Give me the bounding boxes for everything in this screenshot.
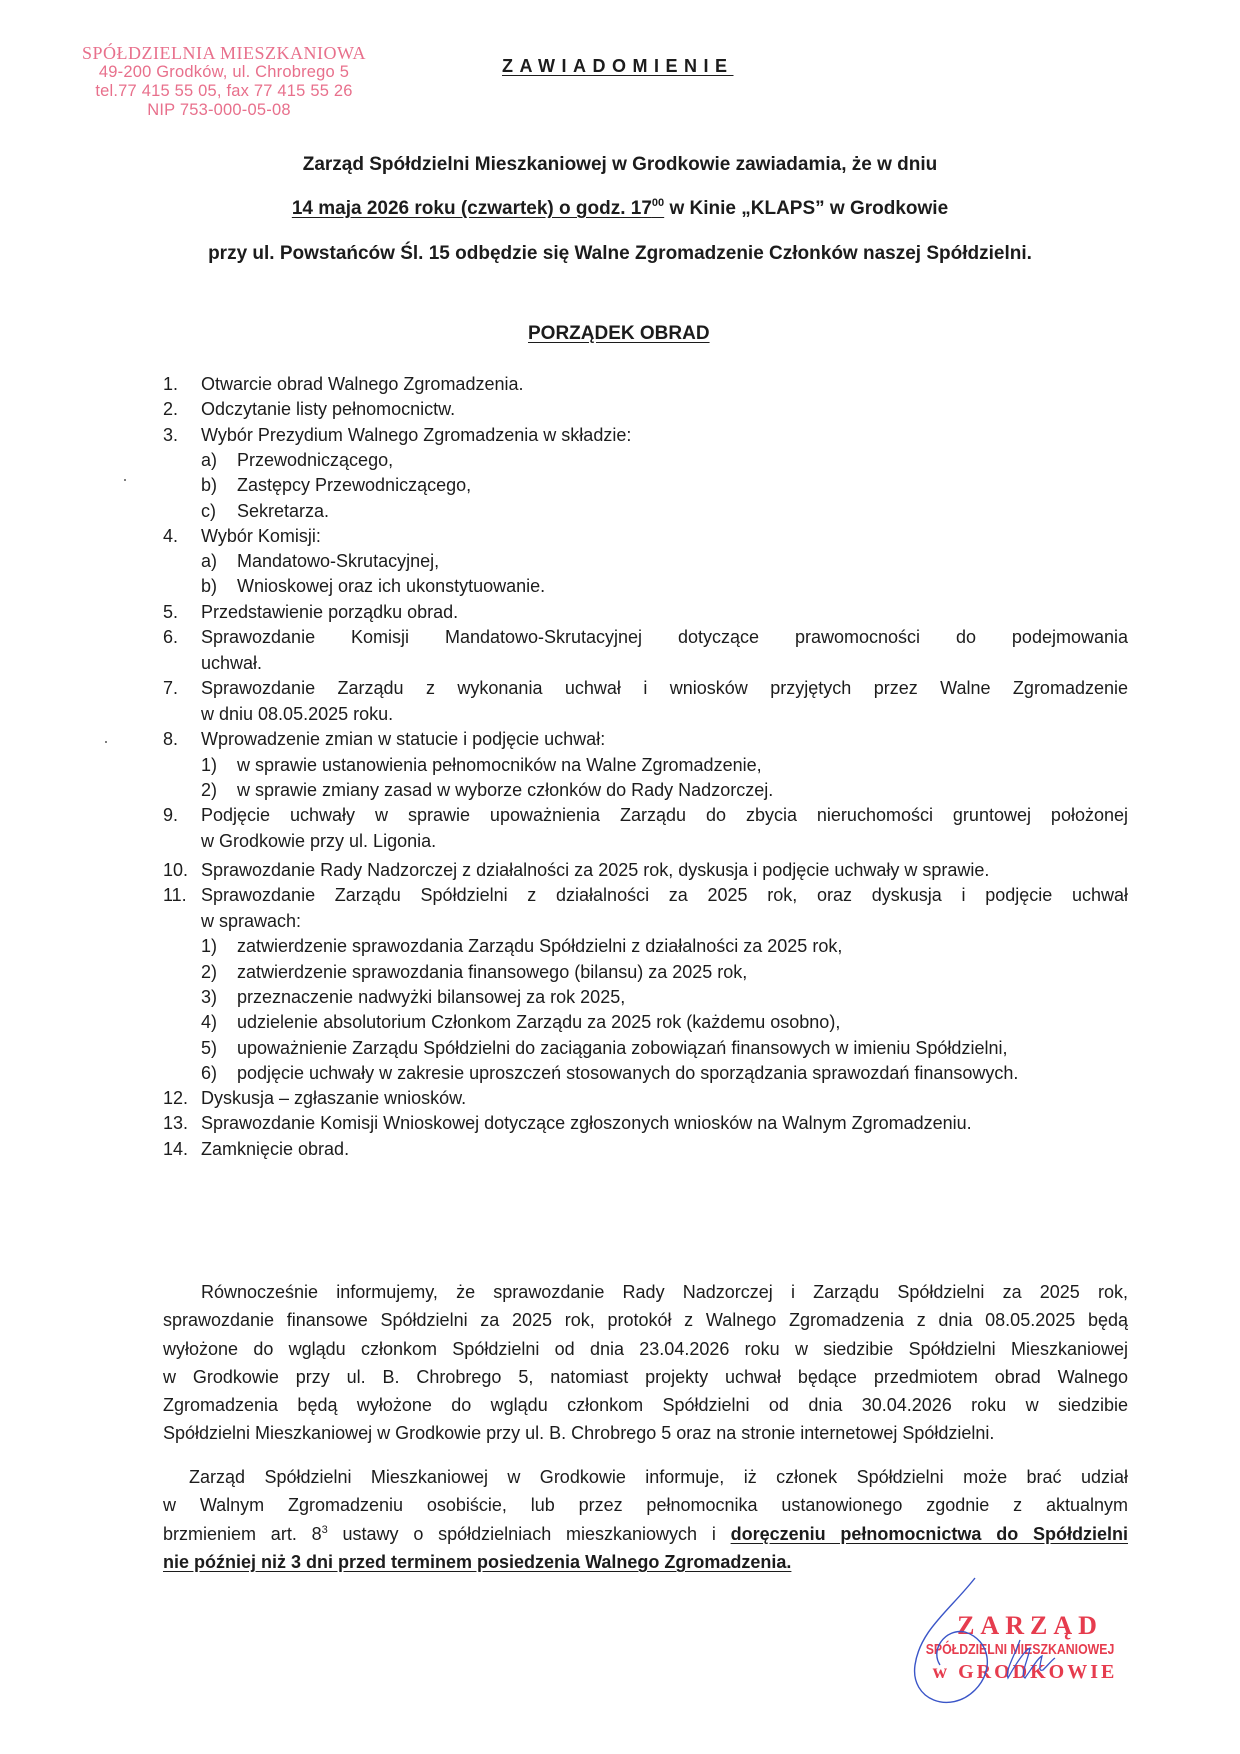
stamp-line-address: 49-200 Grodków, ul. Chrobrego 5	[98, 63, 350, 81]
agenda-item-number: 11.	[163, 885, 187, 906]
agenda-subitem-marker: c)	[201, 500, 216, 521]
stamp-board-city: w GRODKOWIE	[932, 1661, 1118, 1683]
notice-paragraph-proxy	[163, 1463, 1128, 1576]
agenda-item-continuation: w dniu 08.05.2025 roku.	[201, 703, 394, 724]
agenda-item-continuation: w sprawach:	[201, 911, 302, 931]
agenda-subitem-marker: 2)	[201, 779, 218, 800]
agenda-subitem-marker: 1)	[201, 754, 218, 775]
agenda-item-text: Sprawozdanie Zarządu Spółdzielni z działalności za 2025 rok, oraz dyskusja i podjęcie uchwał	[201, 885, 1128, 906]
board-stamp	[905, 1612, 1135, 1684]
document-title: ZAWIADOMIENIE	[502, 56, 734, 76]
agenda-subitem-text: Zastępcy Przewodniczącego,	[237, 475, 472, 496]
agenda-subitem-text: Wnioskowej oraz ich ukonstytuowanie.	[237, 576, 546, 597]
agenda-item-text: Odczytanie listy pełnomocnictw.	[201, 399, 456, 420]
agenda-subitem-marker: 1)	[201, 936, 218, 957]
agenda-item-text: Wybór Prezydium Walnego Zgromadzenia w składzie:	[201, 424, 632, 445]
agenda-subitem-marker: b)	[201, 576, 218, 597]
agenda-item-number: 12.	[163, 1088, 189, 1109]
paragraph-line: wyłożone do wglądu członkom Spółdzielni od dnia 23.04.2026 roku w siedzibie Spółdzielni Mieszkaniowej	[163, 1338, 1128, 1359]
agenda-subitem-text: w sprawie ustanowienia pełnomocników na Walne Zgromadzenie,	[237, 754, 762, 775]
agenda-subitem-marker: 3)	[201, 986, 218, 1007]
agenda-item-number: 10.	[163, 859, 189, 880]
agenda-item-number: 14.	[163, 1138, 189, 1159]
agenda-subitem-text: przeznaczenie nadwyżki bilansowej za rok 2025,	[237, 986, 626, 1007]
agenda-subitem-marker: a)	[201, 551, 218, 572]
agenda-item-continuation: w Grodkowie przy ul. Ligonia.	[201, 830, 437, 851]
agenda-item-text: Sprawozdanie Komisji Mandatowo-Skrutacyjnej dotyczące prawomocności do podejmowania	[201, 627, 1128, 647]
agenda-item-text: Sprawozdanie Rady Nadzorczej z działalności za 2025 rok, dyskusja i podjęcie uchwały w sprawie.	[201, 859, 990, 880]
paragraph-line: Spółdzielni Mieszkaniowej w Grodkowie przy ul. B. Chrobrego 5 oraz na stronie internetowej Spółdzielni.	[163, 1423, 995, 1444]
cooperative-address-stamp	[74, 44, 374, 120]
agenda-subitem-marker: b)	[201, 475, 218, 496]
agenda-item-text: Przedstawienie porządku obrad.	[201, 601, 459, 622]
agenda-item-number: 13.	[163, 1113, 189, 1134]
agenda-item-number: 7.	[163, 678, 179, 699]
agenda-subitem-text: w sprawie zmiany zasad w wyborze członków do Rady Nadzorczej.	[237, 779, 774, 800]
agenda-item-number: 2.	[163, 399, 179, 420]
paragraph-line: sprawozdanie finansowe Spółdzielni za 2025 rok, protokół z Walnego Zgromadzenia z dnia 08.05.2025 będą	[163, 1310, 1128, 1331]
stamp-line-nip: NIP 753-000-05-08	[147, 101, 291, 119]
stamp-board-title: ZARZĄD	[957, 1611, 1103, 1640]
stamp-line-phone: tel.77 415 55 05, fax 77 415 55 26	[95, 82, 353, 100]
paragraph-line: w Grodkowie przy ul. B. Chrobrego 5, natomiast projekty uchwał będące przedmiotem obrad Walnego	[163, 1366, 1128, 1387]
agenda-subitem-marker: a)	[201, 449, 218, 470]
agenda-title: PORZĄDEK OBRAD	[528, 323, 710, 344]
agenda-item-number: 3.	[163, 424, 179, 445]
agenda-subitem-text: Mandatowo-Skrutacyjnej,	[237, 551, 440, 572]
intro-line-1: Zarząd Spółdzielni Mieszkaniowej w Grodkowie zawiadamia, że w dniu	[302, 154, 938, 175]
agenda-subitem-marker: 5)	[201, 1037, 218, 1058]
paragraph-line: brzmieniem art. $8^3$ ustawy o spółdzielniach mieszkaniowych i doręczeniu pełnomocnictwa do Spółdzielni	[163, 1523, 1128, 1544]
agenda-subitem-text: upoważnienie Zarządu Spółdzielni do zaciągania zobowiązań finansowych w imieniu Spółdzielni,	[237, 1037, 1008, 1058]
intro-line-2	[0, 198, 1240, 220]
agenda-subitem-text: zatwierdzenie sprawozdania Zarządu Spółdzielni z działalności za 2025 rok,	[237, 936, 843, 957]
agenda-item-text: Podjęcie uchwały w sprawie upoważnienia Zarządu do zbycia nieruchomości gruntowej położonej	[201, 805, 1128, 826]
agenda-subitem-text: podjęcie uchwały w zakresie uproszczeń stosowanych do sporządzania sprawozdań finansowych.	[237, 1062, 1019, 1083]
agenda-subitem-text: Przewodniczącego,	[237, 449, 394, 470]
agenda-item-text: Wprowadzenie zmian w statucie i podjęcie uchwał:	[201, 729, 606, 750]
agenda-item-text: Zamknięcie obrad.	[201, 1138, 350, 1159]
agenda-subitem-text: zatwierdzenie sprawozdania finansowego (bilansu) za 2025 rok,	[237, 961, 748, 982]
intro-line-3: przy ul. Powstańców Śl. 15 odbędzie się Walne Zgromadzenie Członków naszej Spółdzielni.	[208, 243, 1032, 264]
paragraph-line: Zarząd Spółdzielni Mieszkaniowej w Grodkowie informuje, iż członek Spółdzielni może brać udział	[189, 1467, 1128, 1487]
agenda-item-text: Sprawozdanie Zarządu z wykonania uchwał i wniosków przyjętych przez Walne Zgromadzenie	[201, 678, 1128, 699]
agenda-subitem-marker: 4)	[201, 1012, 218, 1033]
paragraph-line: Zgromadzenia będą wyłożone do wglądu członkom Spółdzielni od dnia 30.04.2026 roku w siedzibie	[163, 1395, 1128, 1416]
agenda-item-number: 5.	[163, 601, 179, 622]
meeting-venue: w Kinie „KLAPS” w Grodkowie	[664, 198, 949, 219]
paragraph-line	[163, 1548, 1128, 1576]
agenda-item-number: 6.	[163, 627, 179, 647]
agenda-item-text: Otwarcie obrad Walnego Zgromadzenia.	[201, 374, 524, 394]
agenda-item-number: 9.	[163, 805, 179, 826]
scan-speck	[124, 479, 126, 481]
agenda-item-number: 4.	[163, 525, 179, 546]
scan-speck	[105, 741, 107, 743]
agenda-item-continuation: uchwał.	[201, 652, 263, 673]
agenda-item-number: 8.	[163, 729, 179, 750]
proxy-deadline-emphasis-cont: nie później niż 3 dni przed terminem posiedzenia Walnego Zgromadzenia.	[163, 1551, 792, 1572]
agenda-item-text: Sprawozdanie Komisji Wnioskowej dotyczące zgłoszonych wniosków na Walnym Zgromadzeniu.	[201, 1113, 972, 1134]
agenda-item-text: Wybór Komisji:	[201, 525, 321, 546]
meeting-date-time: 14 maja 2026 roku (czwartek) o godz. $17^{00}$	[291, 197, 665, 219]
stamp-line-name: SPÓŁDZIELNIA MIESZKANIOWA	[82, 43, 366, 63]
stamp-board-org: SPÓŁDZIELNI MIESZKANIOWEJ	[925, 1641, 1115, 1658]
agenda-item-text: Dyskusja – zgłaszanie wniosków.	[201, 1088, 467, 1109]
agenda-subitem-text: Sekretarza.	[237, 500, 330, 521]
paragraph-line: w Walnym Zgromadzeniu osobiście, lub przez pełnomocnika ustanowionego zgodnie z aktualnym	[163, 1495, 1128, 1516]
proxy-deadline-emphasis: doręczeniu pełnomocnictwa do Spółdzielni	[730, 1523, 1128, 1544]
agenda-subitem-marker: 6)	[201, 1062, 218, 1083]
agenda-subitem-text: udzielenie absolutorium Członkom Zarządu za 2025 rok (każdemu osobno),	[237, 1012, 841, 1033]
agenda-subitem-marker: 2)	[201, 961, 218, 982]
agenda-item-number: 1.	[163, 374, 179, 394]
paragraph-line: Równocześnie informujemy, że sprawozdanie Rady Nadzorczej i Zarządu Spółdzielni za 2025 rok,	[201, 1282, 1128, 1302]
notice-paragraph-documents-text	[163, 1278, 1128, 1448]
